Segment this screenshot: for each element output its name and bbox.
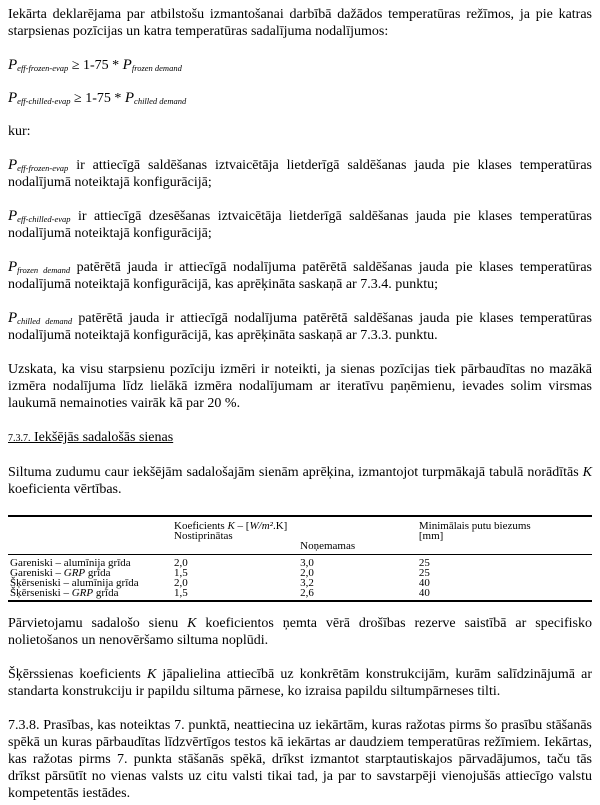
text: Šķērssienas koeficients [8, 667, 147, 682]
text: koeficientos ņemta vērā drošības rezerve saistībā ar specifisko nolietošanos un nenovēršamo siltuma noplūdi. [8, 616, 592, 648]
subscript: eff-chilled-evap [17, 96, 71, 106]
header-empty [8, 516, 172, 531]
text: koeficienta vērtības. [8, 482, 122, 497]
text: GRP [63, 567, 86, 579]
symbol-p: P [8, 57, 18, 73]
symbol-p: P [8, 259, 18, 275]
section-7-3-8-paragraph: 7.3.8. Prasības, kas noteiktas 7. punktā, neattiecina uz iekārtām, kuras ražotas pirms šo prasību stāšanās spēkā un kuras pārbaudītas līdzvērtīgos testos kā iekārtas ar daudziem temperatūras režīmiem. Iekārtas, kas ražotas pirms 7. punkta stāšanās spēkā, drīkst izmantot starptautiskajos pārvadājumos, taču tās drīkst pārsūtīt no vienas valsts uz citu valsti tikai tad, ja par to savstarpēji vienojušās attiecīgo valstu kompetentās iestādes. [8, 718, 592, 801]
text: Gareniski – [10, 557, 64, 569]
table-header-row [8, 541, 592, 555]
cell-fixed: 1,5 [174, 567, 188, 579]
text: alumīnija grīda [63, 557, 131, 569]
cell-mm: 25 [418, 567, 430, 579]
k-coefficient-table [8, 515, 592, 602]
header-empty [8, 541, 172, 555]
text: GRP [71, 587, 94, 599]
definition-text: ir attiecīgā dzesēšanas iztvaicētāja lietderīgā saldēšanas jauda pie klases temperatūras nodalījumā noteiktajā konfigurācijā; [8, 209, 592, 241]
kur-label: kur: [8, 124, 31, 139]
k-symbol: K [582, 465, 592, 480]
cell-fixed: 2,0 [174, 577, 188, 589]
text: Koeficients [174, 520, 228, 532]
uzskata-paragraph: Uzskata, ka visu starpsienu pozīciju izmēri ir noteikti, ja sienas pozīcijas tiek pārbaudītas no mazākā izmēra nodalījuma līdz lielākā izmēra nodalījumam ar iteratīvu paņēmienu, ievades solim virsmas laukumā nemainoties vairāk kā par 20 %. [8, 362, 592, 411]
table-header-row [8, 516, 592, 531]
header-empty [172, 541, 298, 555]
cell-removable: 2,0 [300, 567, 314, 579]
subscript: eff-frozen-evap [17, 163, 69, 173]
definition-frozen-demand [8, 259, 592, 293]
text: grīda [93, 587, 119, 599]
intro-paragraph: Iekārta deklarējama par atbilstošu izmantošanai darbībā dažādos temperatūras režīmos, ja pie katras starpsienas pozīcijas un katra temperatūras sadalījuma nodalījumos: [8, 7, 592, 39]
cell-removable: 3,0 [300, 557, 314, 569]
header-min-thickness: Minimālais putu biezums [418, 520, 531, 532]
subscript: frozen demand [17, 265, 71, 275]
definition-chilled-demand [8, 310, 592, 344]
cell-fixed: 1,5 [174, 587, 188, 599]
subscript: chilled demand [17, 316, 73, 326]
header-empty [417, 541, 592, 555]
formula-frozen [8, 57, 592, 74]
definition-eff-frozen [8, 157, 592, 191]
k-symbol: K [227, 520, 235, 532]
symbol-p: P [124, 90, 135, 106]
siltuma-paragraph [8, 464, 592, 498]
operator: ≥ 1-75 * [70, 91, 125, 106]
symbol-p: P [122, 57, 132, 73]
definition-eff-chilled [8, 208, 592, 242]
text: .K] [272, 520, 288, 532]
k-symbol: K [187, 616, 197, 631]
subscript: frozen demand [131, 63, 182, 73]
section-number: 7.3.7. [8, 433, 31, 444]
formula-chilled [8, 90, 592, 107]
parvietojamu-paragraph [8, 615, 592, 649]
table-row [8, 588, 592, 601]
header-removable: Noņemamas [298, 541, 417, 555]
symbol-p: P [8, 310, 18, 326]
operator: ≥ 1-75 * [68, 58, 123, 73]
row-label [8, 588, 172, 601]
definition-text: patērētā jauda ir attiecīgā nodalījuma patērētā saldēšanas jauda pie klases temperatūras nodalījumā noteiktajā konfigurācijā, kas aprēķināta saskaņā ar 7.3.3. punktu. [8, 311, 593, 343]
subscript: chilled demand [134, 96, 187, 106]
text: grīda [85, 567, 111, 579]
section-title: Iekšējās sadalošās sienas [30, 430, 174, 445]
text: jāpalielina attiecībā uz konkrētām konstrukcijām, kurām salīdzinājumā ar standarta konstrukciju ir papildu siltuma pārnese, ko izraisa papildu siltumpārneses tilti. [8, 667, 592, 699]
text: – [ [234, 520, 250, 532]
definition-text: patērētā jauda ir attiecīgā nodalījuma patērētā saldēšanas jauda pie klases temperatūras nodalījumā noteiktajā konfigurācijā, kas aprēķināta saskaņā ar 7.3.4. punktu; [8, 260, 592, 292]
subscript: eff-frozen-evap [17, 63, 69, 73]
cell-mm: 40 [418, 577, 430, 589]
symbol-p: P [8, 208, 18, 224]
symbol-p: P [8, 90, 18, 106]
symbol-p: P [8, 157, 18, 173]
table-row [8, 555, 592, 569]
unit: W/m² [249, 520, 273, 532]
cell-mm: 40 [418, 587, 430, 599]
text: Pārvietojamu sadalošo sienu [8, 616, 188, 631]
text: Siltuma zudumu caur iekšējām sadalošajām sienām aprēķina, izmantojot turpmākajā tabulā norādītās [8, 465, 583, 480]
cell-removable: 2,6 [300, 587, 314, 599]
cell-fixed: 2,0 [174, 557, 188, 569]
text: Šķērseniski – [10, 577, 72, 589]
header-min-unit: [mm] [418, 530, 444, 542]
skerssienas-paragraph [8, 666, 592, 700]
k-symbol: K [146, 667, 157, 682]
row-label [8, 555, 172, 569]
header-empty [8, 531, 172, 541]
cell-removable: 3,2 [300, 577, 314, 589]
header-coefficient [172, 516, 417, 531]
subscript: eff-chilled-evap [17, 214, 71, 224]
text: Gareniski – [10, 567, 64, 579]
cell-mm: 25 [418, 557, 430, 569]
definition-text: ir attiecīgā saldēšanas iztvaicētāja lietderīgā saldēšanas jauda pie klases temperatūras nodalījumā noteiktajā konfigurācijā; [8, 158, 592, 190]
text: Šķērseniski – [10, 587, 72, 599]
header-fixed: Nostiprinātas [174, 530, 233, 542]
text: alumīnija grīda [71, 577, 139, 589]
section-heading [8, 429, 592, 447]
